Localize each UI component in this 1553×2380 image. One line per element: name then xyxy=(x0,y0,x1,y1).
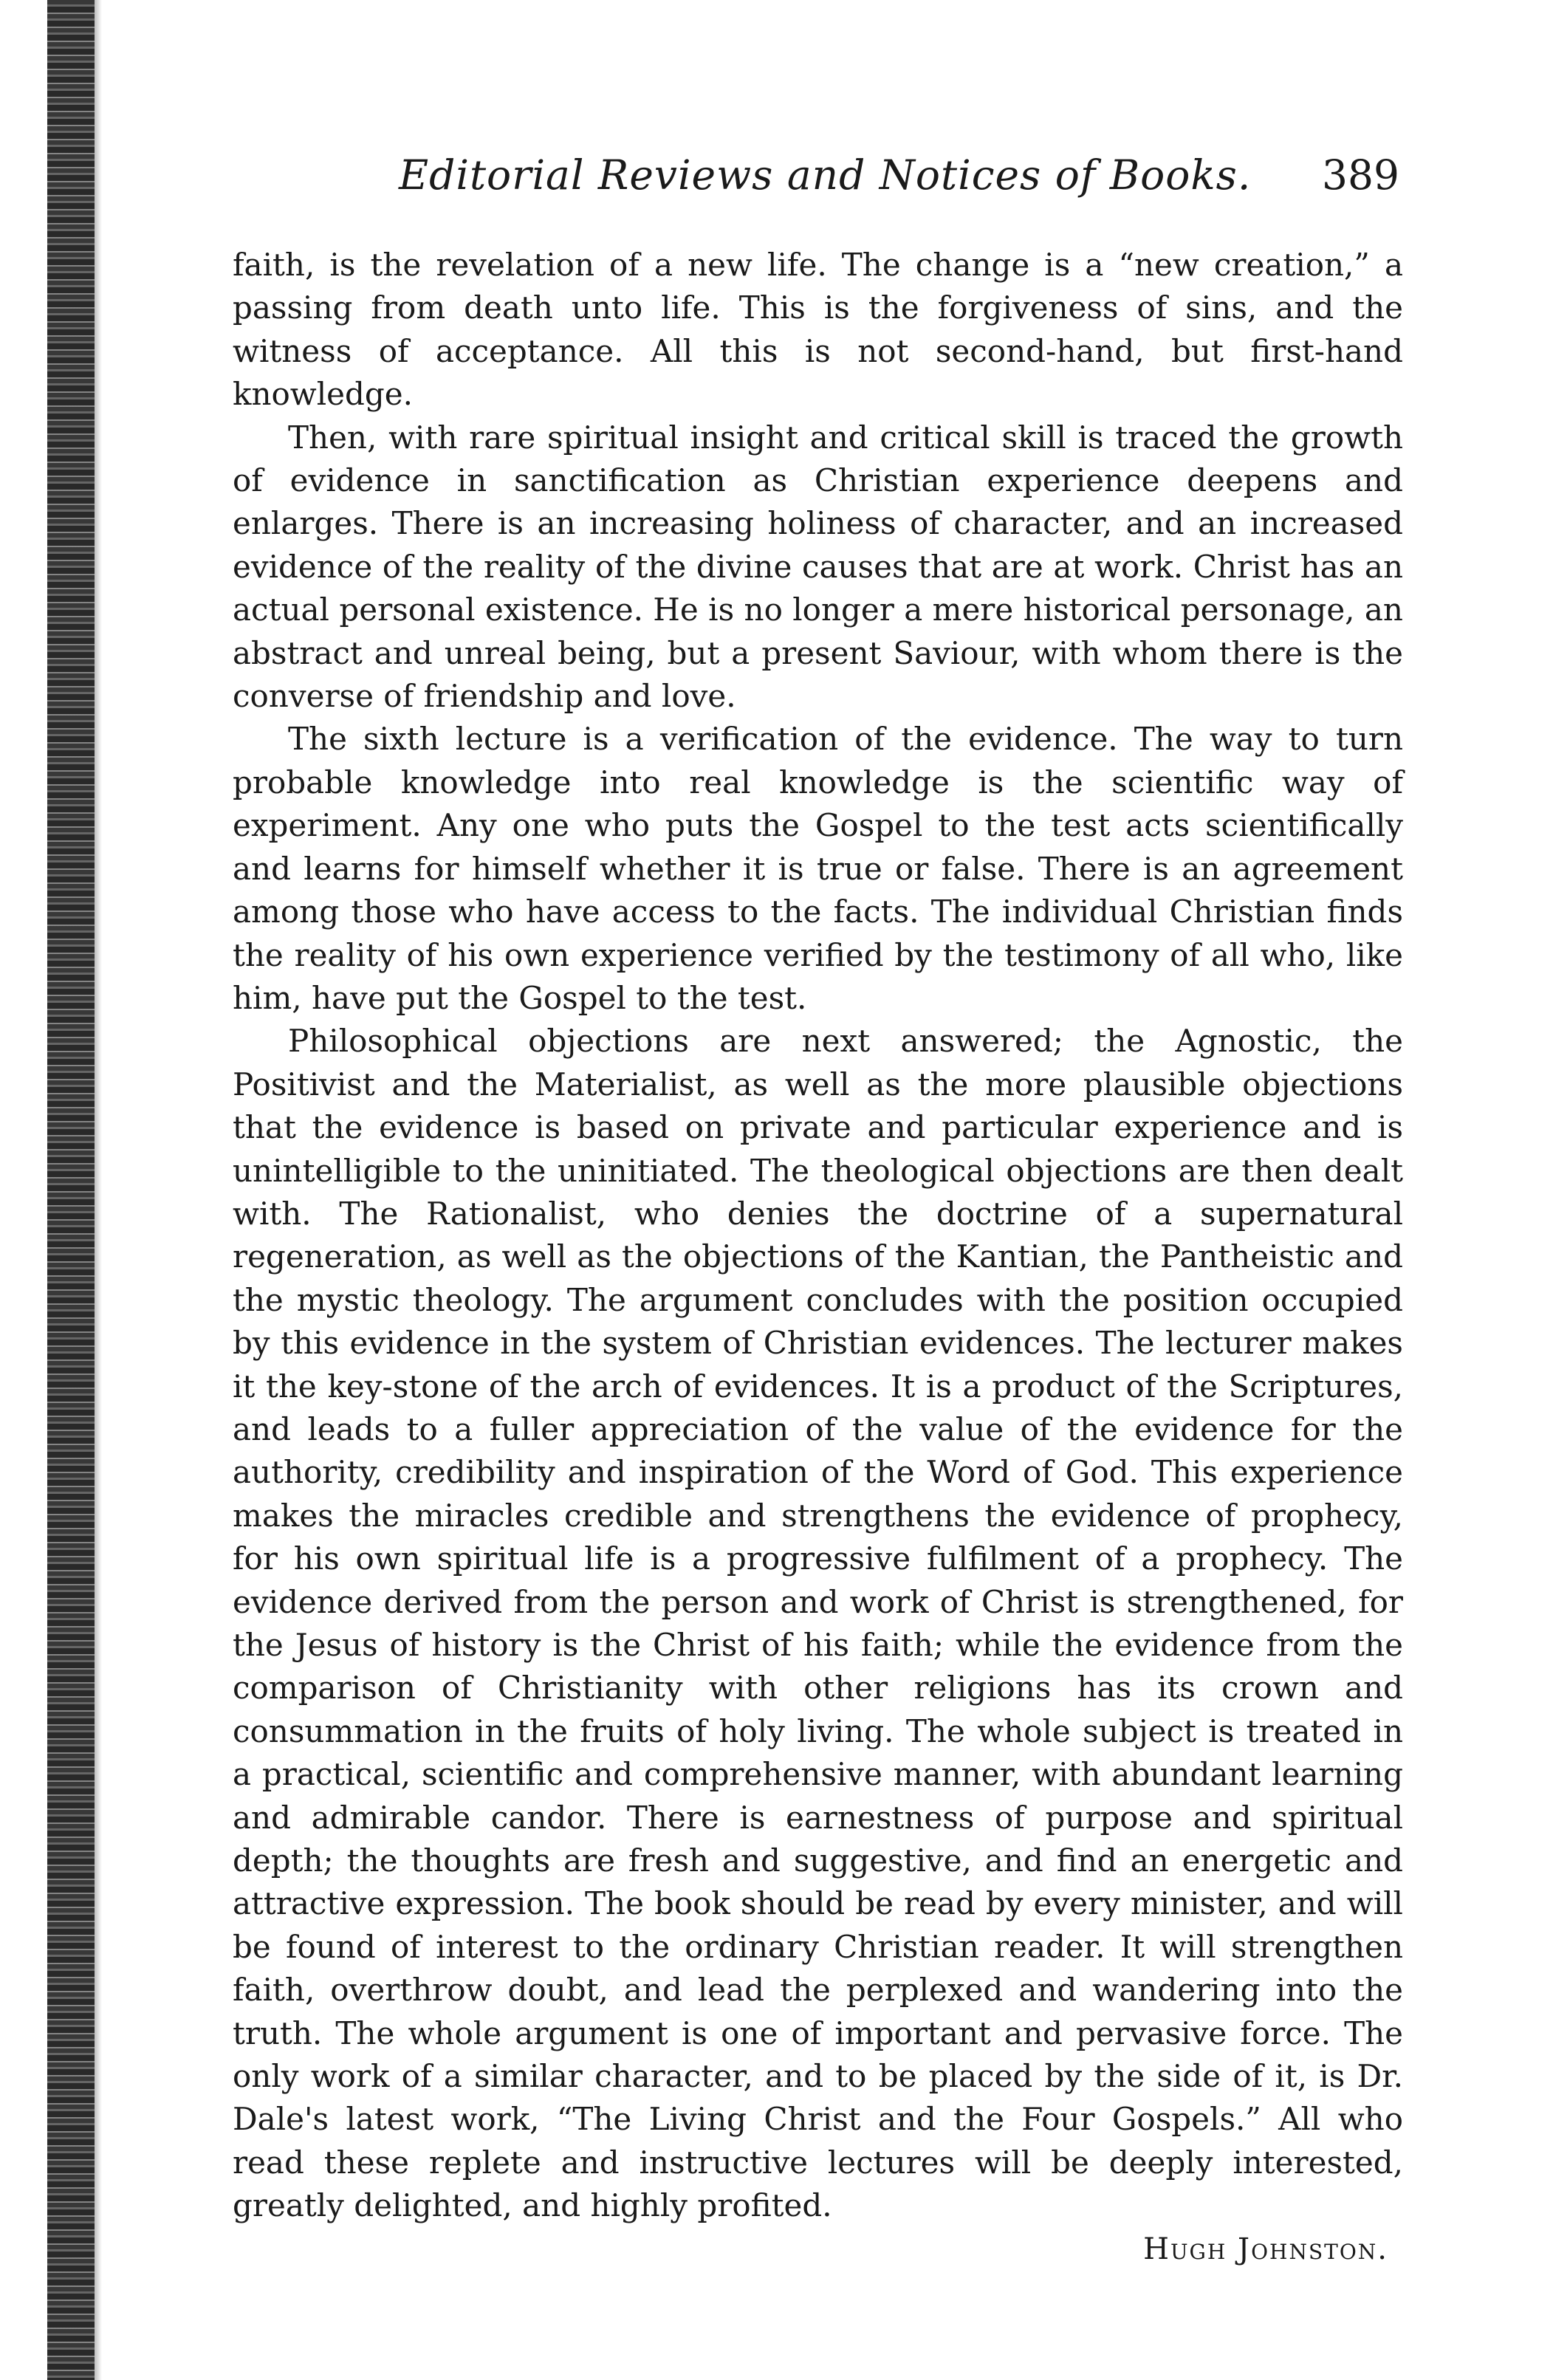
page-number: 389 xyxy=(1322,151,1399,199)
paragraph: Philosophical objections are next answered; the Agnostic, the Positivist and the Materialist, as well as the more plausible objections that the evidence is based on private and particular experience and is unintelligible to the uninitiated. The theological objections are then dealt with. The Rationalist, who denies the doctrine of a supernatural regeneration, as well as the objections of the Kantian, the Pantheistic and the mystic theology. The argument concludes with the position occupied by this evidence in the system of Christian evidences. The lecturer makes it the key-stone of the arch of evidences. It is a product of the Scriptures, and leads to a fuller appreciation of the value of the evidence for the authority, credibility and inspiration of the Word of God. This experience makes the miracles credible and strengthens the evidence of prophecy, for his own spiritual life is a progressive fulfilment of a prophecy. The evidence derived from the person and work of Christ is strengthened, for the Jesus of history is the Christ of his faith; while the evidence from the comparison of Christianity with other religions has its crown and consummation in the fruits of holy living. The whole subject is treated in a practical, scientific and comprehensive manner, with abundant learning and admirable candor. There is earnestness of purpose and spiritual depth; the thoughts are fresh and suggestive, and find an energetic and attractive expression. The book should be read by every minister, and will be found of interest to the ordinary Christian reader. It will strengthen faith, overthrow doubt, and lead the perplexed and wandering into the truth. The whole argument is one of important and pervasive force. The only work of a similar character, and to be placed by the side of it, is Dr. Dale's latest work, “The Living Christ and the Four Gospels.” All who read these replete and instructive lectures will be deeply interested, greatly delighted, and highly profited. xyxy=(233,1023,1403,2224)
author-signature: Hugh Johnston. xyxy=(1143,2232,1388,2266)
page-header xyxy=(399,151,1399,210)
paragraph: Then, with rare spiritual insight and critical skill is traced the growth of evidence in sanctification as Christian experience deepens and enlarges. There is an increasing holiness of character, and an increased evidence of the reality of the divine causes that are at work. Christ has an actual personal existence. He is no longer a mere historical personage, an abstract and unreal being, but a present Saviour, with whom there is the converse of friendship and love. xyxy=(233,419,1403,715)
page-binding-shadow xyxy=(95,0,102,2380)
page-binding-edge xyxy=(47,0,95,2380)
paragraph-continued: faith, is the revelation of a new life. The change is a “new creation,” a passing from death unto life. This is the forgiveness of sins, and the witness of acceptance. All this is not second-hand, but first-hand knowledge. xyxy=(233,247,1403,413)
paragraph: The sixth lecture is a verification of the evidence. The way to turn probable knowledge into real knowledge is the scientific way of experiment. Any one who puts the Gospel to the test acts scientifically and learns for himself whether it is true or false. There is an agreement among those who have access to the facts. The individual Christian finds the reality of his own experience verified by the testimony of all who, like him, have put the Gospel to the test. xyxy=(233,721,1403,1016)
running-title: Editorial Reviews and Notices of Books. xyxy=(399,151,1252,199)
article-body xyxy=(233,244,1403,2271)
